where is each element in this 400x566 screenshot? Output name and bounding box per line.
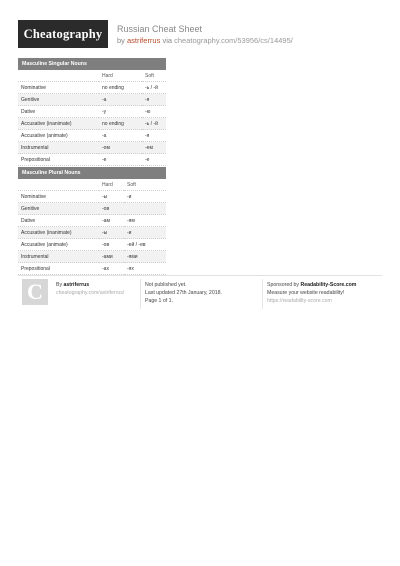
soft-ending: -ем: [142, 142, 166, 154]
column-header: [18, 70, 99, 82]
sponsor-prefix: Sponsored by: [267, 282, 300, 288]
hard-ending: -е: [99, 154, 142, 166]
soft-ending: -ям: [124, 215, 166, 227]
table-row: [18, 130, 166, 142]
case-name: Prepositional: [18, 154, 99, 166]
case-name: Nominative: [18, 82, 99, 94]
by-label: By: [56, 282, 63, 288]
case-name: Accusative (inanimate): [18, 227, 99, 239]
soft-ending: -ь / -й: [142, 82, 166, 94]
soft-ending: -ь / -й: [142, 118, 166, 130]
page-count: Page 1 of 1.: [145, 298, 173, 304]
soft-ending: -е: [142, 154, 166, 166]
footer-divider: [18, 275, 382, 276]
soft-ending: -ях: [124, 263, 166, 275]
column-header: Soft: [142, 70, 166, 82]
sponsor-tagline: Measure your website readability!: [267, 290, 345, 296]
hard-ending: -ах: [99, 263, 124, 275]
table-row: [18, 203, 166, 215]
singular-nouns-section: [18, 58, 166, 166]
soft-ending: -ями: [124, 251, 166, 263]
table-header-row: [18, 179, 166, 191]
column-header: Soft: [124, 179, 166, 191]
sponsor-link[interactable]: Readability-Score.com: [300, 282, 357, 288]
hard-ending: -ы: [99, 227, 124, 239]
table-row: [18, 227, 166, 239]
footer-meta-block: [145, 281, 222, 305]
hard-ending: -а: [99, 94, 142, 106]
case-name: Dative: [18, 215, 99, 227]
footer-author-link[interactable]: astriferrus: [63, 282, 90, 288]
soft-ending: -ю: [142, 106, 166, 118]
hard-ending: -ы: [99, 191, 124, 203]
author-link[interactable]: astriferrus: [127, 36, 161, 45]
sheet-url-link[interactable]: cheatography.com/53956/cs/14495/: [174, 36, 293, 45]
page-title: Russian Cheat Sheet: [117, 24, 203, 34]
column-header: Hard: [99, 179, 124, 191]
avatar-letter: C: [27, 279, 43, 304]
table-row: [18, 154, 166, 166]
case-name: Instrumental: [18, 142, 99, 154]
column-header: Hard: [99, 70, 142, 82]
hard-ending: -ом: [99, 142, 142, 154]
footer-author-url[interactable]: cheatography.com/astriferrus/: [56, 290, 125, 296]
column-header: [18, 179, 99, 191]
author-avatar[interactable]: [22, 279, 48, 305]
table-row: [18, 251, 166, 263]
table-row: [18, 94, 166, 106]
soft-ending: [124, 203, 166, 215]
table-row: [18, 263, 166, 275]
singular-nouns-table: [18, 70, 166, 166]
via-label: via: [162, 36, 173, 45]
case-name: Accusative (animate): [18, 130, 99, 142]
hard-ending: -ам: [99, 215, 124, 227]
byline: [117, 36, 293, 45]
case-name: Genitive: [18, 203, 99, 215]
footer-separator: [140, 279, 141, 309]
case-name: Accusative (animate): [18, 239, 99, 251]
table-row: [18, 191, 166, 203]
hard-ending: -ов: [99, 239, 124, 251]
soft-ending: -и: [124, 191, 166, 203]
soft-ending: -ей / -ев: [124, 239, 166, 251]
section-heading: Masculine Plural Nouns: [18, 167, 166, 179]
table-row: [18, 106, 166, 118]
table-row: [18, 239, 166, 251]
case-name: Prepositional: [18, 263, 99, 275]
table-row: [18, 118, 166, 130]
case-name: Accusative (inanimate): [18, 118, 99, 130]
soft-ending: -и: [124, 227, 166, 239]
table-row: [18, 82, 166, 94]
hard-ending: no ending: [99, 118, 142, 130]
last-updated: Last updated 27th January, 2018.: [145, 290, 222, 296]
table-header-row: [18, 70, 166, 82]
cheatography-logo[interactable]: Cheatography: [18, 20, 108, 48]
soft-ending: -я: [142, 94, 166, 106]
footer-sponsor-block: [267, 281, 356, 305]
hard-ending: -у: [99, 106, 142, 118]
by-label: by: [117, 36, 125, 45]
case-name: Dative: [18, 106, 99, 118]
case-name: Nominative: [18, 191, 99, 203]
table-row: [18, 142, 166, 154]
case-name: Instrumental: [18, 251, 99, 263]
hard-ending: -а: [99, 130, 142, 142]
hard-ending: -ов: [99, 203, 124, 215]
plural-nouns-table: [18, 179, 166, 275]
section-heading: Masculine Singular Nouns: [18, 58, 166, 70]
footer-separator: [262, 279, 263, 309]
sponsor-url[interactable]: https://readability-score.com: [267, 298, 332, 304]
hard-ending: no ending: [99, 82, 142, 94]
plural-nouns-section: [18, 167, 166, 275]
soft-ending: -я: [142, 130, 166, 142]
hard-ending: -ами: [99, 251, 124, 263]
footer-author-block: [56, 281, 124, 297]
table-row: [18, 215, 166, 227]
case-name: Genitive: [18, 94, 99, 106]
published-status: Not published yet.: [145, 282, 187, 288]
